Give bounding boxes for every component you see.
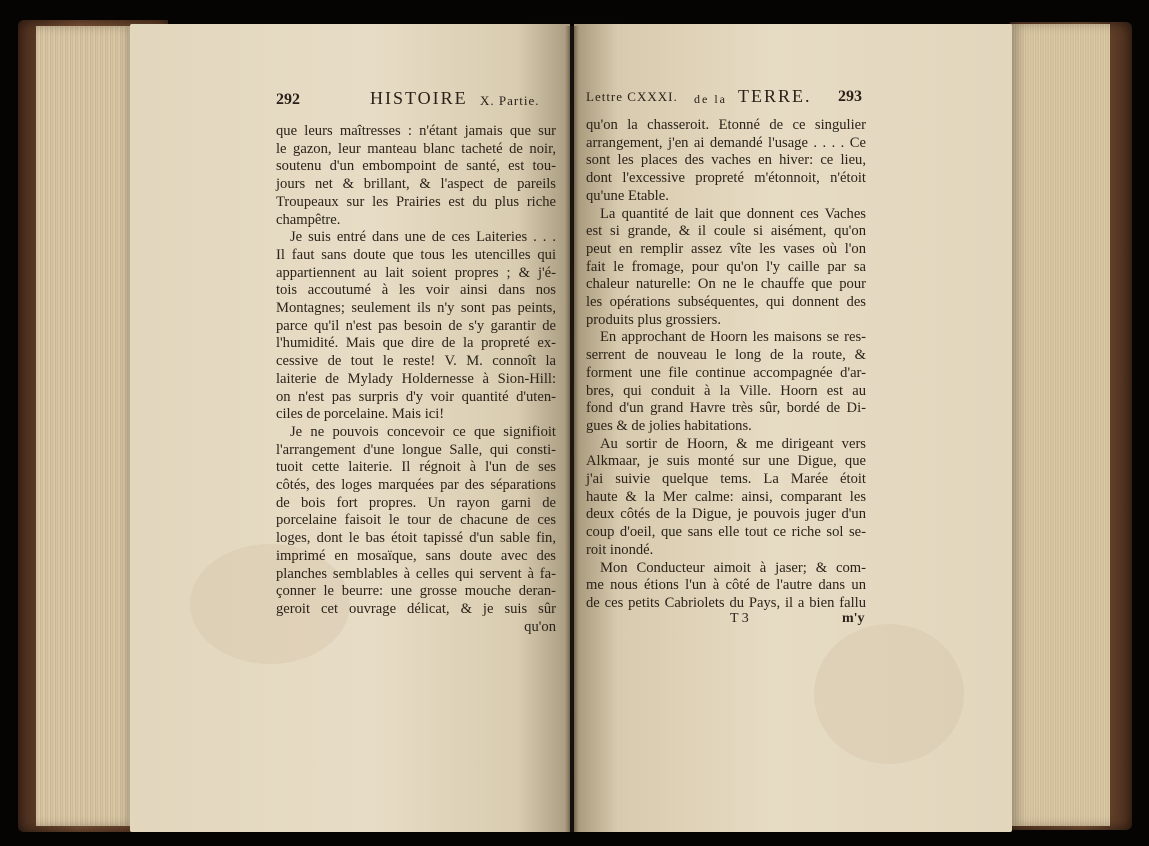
text-line: çonner le beurre: une grosse mouche deran-: [276, 583, 556, 600]
text-line: deux côtés de la Digue, je pouvois juger d'un: [586, 506, 866, 523]
text-line: peut en remplir assez vîte les vases où l'on: [586, 240, 866, 257]
left-running-title: HISTOIRE: [370, 88, 468, 108]
text-line: tois accoutumé à les voir ainsi dans nos: [276, 282, 556, 299]
text-line: arrangement, j'en ai demandé l'usage . . . . Ce: [586, 134, 866, 151]
text-line: produits plus grossiers.: [586, 311, 721, 328]
text-line: laiterie de Mylady Holdernesse à Sion-Hill:: [276, 370, 556, 387]
text-line: Troupeaux sur les Prairies est du plus riche: [276, 193, 556, 210]
text-line: j'ai suivie quelque tems. La Marée étoit: [586, 471, 866, 488]
text-line: tuoit cette laiterie. Il régnoit à l'un de ses: [276, 459, 556, 476]
text-line: serrent de nouveau le long de la route, &: [586, 347, 866, 364]
text-line: dont l'excessive propreté m'étonnoit, n'étoit: [586, 170, 866, 187]
text-line: me nous étions l'un à côté de l'autre dans un: [586, 577, 866, 594]
text-line: qu'on la chasseroit. Etonné de ce singulier: [586, 117, 866, 133]
text-line: coup d'oeil, que sans elle tout ce riche sol se-: [586, 524, 866, 541]
text-line: Mon Conducteur aimoit à jaser; & com-: [600, 559, 866, 576]
text-line: appartiennent au lait soient propres ; & j'é-: [276, 264, 556, 281]
text-line: Je ne pouvois concevoir ce que signifioit: [290, 423, 556, 440]
text-line: forment une file continue accompagnée d'ar-: [586, 364, 866, 381]
left-part-label: X. Partie.: [480, 93, 540, 108]
text-line: soutenu d'un embompoint de santé, est tou-: [276, 158, 556, 175]
book-gutter: [565, 26, 579, 832]
text-line: Montagnes; seulement ils n'y sont pas peints,: [276, 300, 556, 317]
text-line: les opérations subséquentes, qui donnent des: [586, 294, 866, 311]
text-line: Je suis entré dans une de ces Laiteries . . .: [290, 229, 556, 246]
left-page-number: 292: [276, 91, 300, 108]
text-line: planches semblables à celles qui servent à fa-: [276, 565, 556, 582]
text-line: La quantité de lait que donnent ces Vaches: [600, 205, 866, 222]
right-page-number: 293: [838, 88, 862, 105]
text-line: que leurs maîtresses : n'étant jamais que sur: [276, 123, 556, 139]
text-line: fond d'un grand Havre très sûr, bordé de Di-: [586, 400, 866, 417]
text-line: le gazon, leur manteau blanc tacheté de noir,: [276, 140, 556, 157]
catchword-left: qu'on: [524, 618, 556, 635]
text-line: sont les places des vaches en hiver: ce lieu,: [586, 152, 866, 169]
text-line: est si grande, & il coule si aisément, qu'on: [586, 223, 866, 240]
left-page-text: [276, 123, 556, 636]
text-line: geroit cet ouvrage délicat, & je suis sûr: [276, 600, 556, 617]
text-line: de ces petits Cabriolets du Pays, il a bien fallu: [586, 594, 866, 611]
right-running-title: TERRE.: [738, 86, 812, 106]
text-line: porcelaine faisoit le tour de chacune de ces: [276, 512, 556, 529]
right-de-la: de la: [694, 92, 727, 106]
catchword-right: m'y: [842, 611, 865, 626]
text-line: Il faut sans doute que tous les utencilles qui: [276, 246, 556, 263]
text-line: l'humidité. Mais que dire de la propreté ex-: [276, 335, 556, 352]
right-page-edges: [1010, 24, 1110, 826]
signature-mark: T 3: [730, 611, 749, 626]
right-page-text: [586, 117, 866, 613]
text-line: haute & la Mer calme: ainsi, comparant les: [586, 488, 866, 505]
text-line: ciles de porcelaine. Mais ici!: [276, 406, 445, 423]
text-line: bres, qui conduit à la Ville. Hoorn est au: [586, 382, 866, 399]
text-line: loges, dont le bas étoit tapissé d'un sable fin,: [276, 530, 556, 547]
text-line: Alkmaar, je suis monté sur une Digue, que: [586, 453, 866, 470]
text-line: cessive de tout le reste! V. M. connoît la: [276, 353, 556, 370]
text-line: En approchant de Hoorn les maisons se res-: [600, 329, 866, 346]
text-line: de bois fort propres. Un rayon garni de: [276, 494, 556, 511]
text-line: gues & de jolies habitations.: [586, 417, 752, 434]
right-lettre-label: Lettre CXXXI.: [586, 89, 678, 104]
text-line: roit inondé.: [586, 541, 654, 558]
text-line: imprimé en mosaïque, sans doute avec des: [276, 547, 556, 564]
text-line: chaleur naturelle: On ne le chauffe que pour: [586, 276, 866, 293]
text-line: qu'une Etable.: [586, 187, 669, 204]
text-line: jours net & brillant, & l'aspect de pareils: [276, 176, 556, 193]
text-line: on n'est pas surpris d'y voir quantité d'uten-: [276, 388, 556, 405]
text-line: champêtre.: [276, 211, 341, 228]
text-line: Au sortir de Hoorn, & me dirigeant vers: [600, 435, 866, 452]
text-line: fait le fromage, pour qu'on l'y caille par sa: [586, 258, 866, 275]
text-line: côtés, des loges marquées par des séparations: [276, 477, 556, 494]
text-line: parce qu'il n'est pas besoin de s'y garantir de: [276, 317, 556, 334]
left-page-edges: [36, 26, 136, 826]
text-line: l'arrangement d'une longue Salle, qui consti-: [276, 441, 556, 458]
